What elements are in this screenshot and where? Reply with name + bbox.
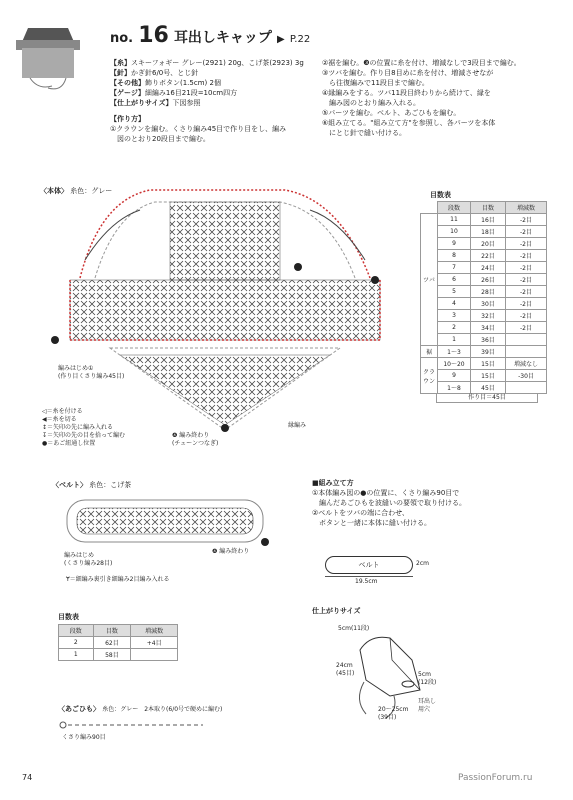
page-ref: P.22 <box>289 34 311 45</box>
material-row: 【針】かぎ針6/0号、とじ針 <box>110 69 199 77</box>
step-line: 編み図のとおり編み入れる。 <box>322 99 420 107</box>
table-row: 1 58目 <box>59 649 178 661</box>
belt-start-label: 編みはじめ (くさり編み28目) <box>64 552 113 567</box>
step-line: ④縁編みをする。ツバ11段目終わりから続けて、縁を <box>322 89 491 97</box>
table-cell: -2目 <box>506 286 547 298</box>
table-cell: -2目 <box>506 238 547 250</box>
dim-top: 5cm(11段) <box>338 625 370 632</box>
edge-label: 縁編み <box>288 422 307 429</box>
belt-diagram: ベルト <box>325 556 413 574</box>
step-line: ⑥組み立てる。"組み立て方"を参照し、各パーツを本体 <box>322 119 496 127</box>
assembly-section: ■組み立て方 ①本体編み図の●の位置に、くさり編み90目で 編んだあごひもを波縫いの要領で取り付ける。 ②ベルトをツバの端に合わせ、 ボタンと一緒に本体に縫い付ける。 <box>312 479 466 527</box>
table-cell: -2目 <box>506 322 547 334</box>
group-label: 裾 <box>421 346 438 358</box>
pickup-arrow-icon: ↧ <box>42 432 48 439</box>
table-row <box>421 382 547 394</box>
edge-end-label: ❹ 編み終わり (チェーンつなぎ) <box>172 432 219 447</box>
belt-crochet-chart <box>55 494 275 552</box>
steps-right <box>322 58 521 138</box>
table-row <box>421 238 547 250</box>
table-cell <box>506 346 547 358</box>
table-cell: 8 <box>438 250 471 262</box>
step-line: ⑤パーツを編む。ベルト、あごひもを編む。 <box>322 109 461 117</box>
table-cell: 30目 <box>471 298 506 310</box>
table-cell: 5 <box>438 286 471 298</box>
table-cell <box>506 334 547 346</box>
table-cell: -2目 <box>506 298 547 310</box>
table-cell: 32目 <box>471 310 506 322</box>
belt-height: 2cm <box>416 560 429 567</box>
table-cell: -30目 <box>506 370 547 382</box>
count-table: 段数 目数 増減数 ツバ 11 16目 -2目 10 18目 -2目 9 20目 -2目 8 22目 -2目 7 24目 -2目 6 26目 -2目 5 28目 -2目 4 30目 -2目 3 32目 -2目 2 34目 -2目 1 36目 裾 1〜3 39目 クラウン 10〜20 15目 増減なし 9 15目 -30目 1〜8 45目 作り目＝45目 <box>420 201 547 403</box>
table-cell: 18目 <box>471 226 506 238</box>
strap-chain <box>58 718 208 732</box>
table-cell: 28目 <box>471 286 506 298</box>
step-line: にとじ針で縫い付ける。 <box>322 129 406 137</box>
body-start-label: 編みはじめ① (作り目くさり編み45目) <box>58 365 125 380</box>
group-label: ツバ <box>421 214 438 346</box>
table-cell: 4 <box>438 298 471 310</box>
step-line: ①クラウンを編む。くさり編み45目で作り目をし、編み <box>110 125 287 133</box>
page-number: 74 <box>22 773 33 782</box>
table-cell: 45目 <box>471 382 506 394</box>
ear-hole-label: 耳出し 用穴 <box>418 698 437 713</box>
material-row: 【仕上がりサイズ】下図参照 <box>110 99 201 107</box>
legend-item: ◀＝糸を切る <box>42 416 77 423</box>
table-row <box>421 274 547 286</box>
table-cell: 1〜3 <box>438 346 471 358</box>
dim-width: 20〜25cm (39目) <box>378 706 409 721</box>
table-cell: 増減なし <box>506 358 547 370</box>
table-row <box>421 226 547 238</box>
table-cell: -2目 <box>506 274 547 286</box>
table-cell: 34目 <box>471 322 506 334</box>
pattern-header <box>110 23 310 48</box>
step-line: ②裾を編む。❸の位置に糸を付け、増減なしで3段目まで編む。 <box>322 59 521 67</box>
step-line: ら往復編みで11段目まで編む。 <box>322 79 429 87</box>
attach-yarn-icon: ◁ <box>42 408 47 415</box>
table-cell: 26目 <box>471 274 506 286</box>
table-cell: 36目 <box>471 334 506 346</box>
count-table-footer: 作り目＝45目 <box>436 394 538 403</box>
table-cell: 24目 <box>471 262 506 274</box>
table-cell: 9 <box>438 238 471 250</box>
table-cell: -2目 <box>506 250 547 262</box>
table-cell: 20目 <box>471 238 506 250</box>
table-row <box>421 298 547 310</box>
belt-count-table: 段数 目数 増減数 2 62目 +4目 1 58目 <box>58 624 178 661</box>
marker-4-icon <box>221 424 229 432</box>
watermark: PassionForum.ru <box>458 773 533 783</box>
body-crochet-chart <box>40 180 412 442</box>
table-cell: 1 <box>438 334 471 346</box>
table-row <box>421 370 547 382</box>
belt-end-label: ❹ 編み終わり <box>212 548 250 555</box>
assembly-title: ■組み立て方 <box>312 479 354 487</box>
marker-2-icon <box>294 263 302 271</box>
belt-width-line <box>325 576 413 577</box>
materials-list <box>110 58 304 144</box>
table-row <box>421 262 547 274</box>
table-cell: -2目 <box>506 262 547 274</box>
table-cell: 15目 <box>471 370 506 382</box>
dim-height: 24cm (45目) <box>336 662 355 677</box>
table-cell: 39目 <box>471 346 506 358</box>
count-table-title: 目数表 <box>430 191 451 199</box>
pattern-number: 16 <box>138 23 169 48</box>
table-cell: 9 <box>438 370 471 382</box>
insert-arrow-icon: ↕ <box>42 424 48 431</box>
table-row <box>421 334 547 346</box>
table-cell: 16目 <box>471 214 506 226</box>
step-line: 図のとおり20段目まで編む。 <box>110 135 210 143</box>
table-cell: -2目 <box>506 214 547 226</box>
step-line: ③ツバを編む。作り目8目めに糸を付け、増減させなが <box>322 69 494 77</box>
legend-item: ●＝あご紐通し位置 <box>42 440 96 447</box>
table-cell <box>506 382 547 394</box>
strap-position-icon: ● <box>42 440 48 447</box>
table-cell: 15目 <box>471 358 506 370</box>
group-label: クラウン <box>421 358 438 394</box>
table-cell: 22目 <box>471 250 506 262</box>
table-row <box>421 346 547 358</box>
legend-item: ◁＝糸を付ける <box>42 408 83 415</box>
table-row <box>421 310 547 322</box>
table-cell: 11 <box>438 214 471 226</box>
legend-item: ↕＝矢印の先に編み入れる <box>42 424 114 431</box>
arrow-right-icon: ▶ <box>277 34 285 45</box>
method-title: 【作り方】 <box>110 115 145 123</box>
table-cell: 7 <box>438 262 471 274</box>
body-chart-title: 〈本体〉 糸色：グレー <box>40 187 113 195</box>
table-cell: 3 <box>438 310 471 322</box>
table-cell: 2 <box>438 322 471 334</box>
material-row: 【糸】スキーフォギー グレー(2921) 20g、こげ茶(2923) 3g <box>110 59 304 67</box>
strap-note: くさり編み90目 <box>62 734 106 741</box>
pattern-title: 耳出しキャップ <box>173 30 272 46</box>
table-row <box>421 286 547 298</box>
material-row: 【ゲージ】細編み16目21段=10cm四方 <box>110 89 238 97</box>
belt-table-title: 目数表 <box>58 613 79 621</box>
table-cell: 1〜8 <box>438 382 471 394</box>
crochet-symbol-icon: Ɏ <box>66 576 70 583</box>
cap-photo <box>8 22 88 94</box>
table-row <box>421 322 547 334</box>
table-row <box>421 250 547 262</box>
table-row: 2 62目 +4目 <box>59 637 178 649</box>
table-row <box>421 358 547 370</box>
marker-3-icon <box>51 336 59 344</box>
legend-item: ↧＝矢印の先の目を拾って編む <box>42 432 126 439</box>
belt-width: 19.5cm <box>355 578 378 585</box>
dim-brim: 5cm (12段) <box>418 671 437 686</box>
table-cell: 6 <box>438 274 471 286</box>
table-cell: 10〜20 <box>438 358 471 370</box>
belt-symbol-note: Ɏ＝細編み裏引き細編み2目編み入れる <box>66 576 170 583</box>
strap-title: 〈あごひも〉 糸色：グレー 2本取り(6/0号で硬めに編む) <box>58 705 223 713</box>
marker-1-icon <box>371 276 379 284</box>
finished-title: 仕上がりサイズ <box>312 607 361 615</box>
table-row <box>421 214 547 226</box>
table-cell: -2目 <box>506 310 547 322</box>
belt-title: 〈ベルト〉 糸色：こげ茶 <box>52 481 132 489</box>
cut-yarn-icon: ◀ <box>42 416 47 423</box>
table-cell: -2目 <box>506 226 547 238</box>
material-row: 【その他】飾りボタン(1.5cm) 2個 <box>110 79 221 87</box>
pattern-no-label: no. <box>110 31 134 46</box>
table-cell: 10 <box>438 226 471 238</box>
symbol-legend <box>42 408 125 448</box>
